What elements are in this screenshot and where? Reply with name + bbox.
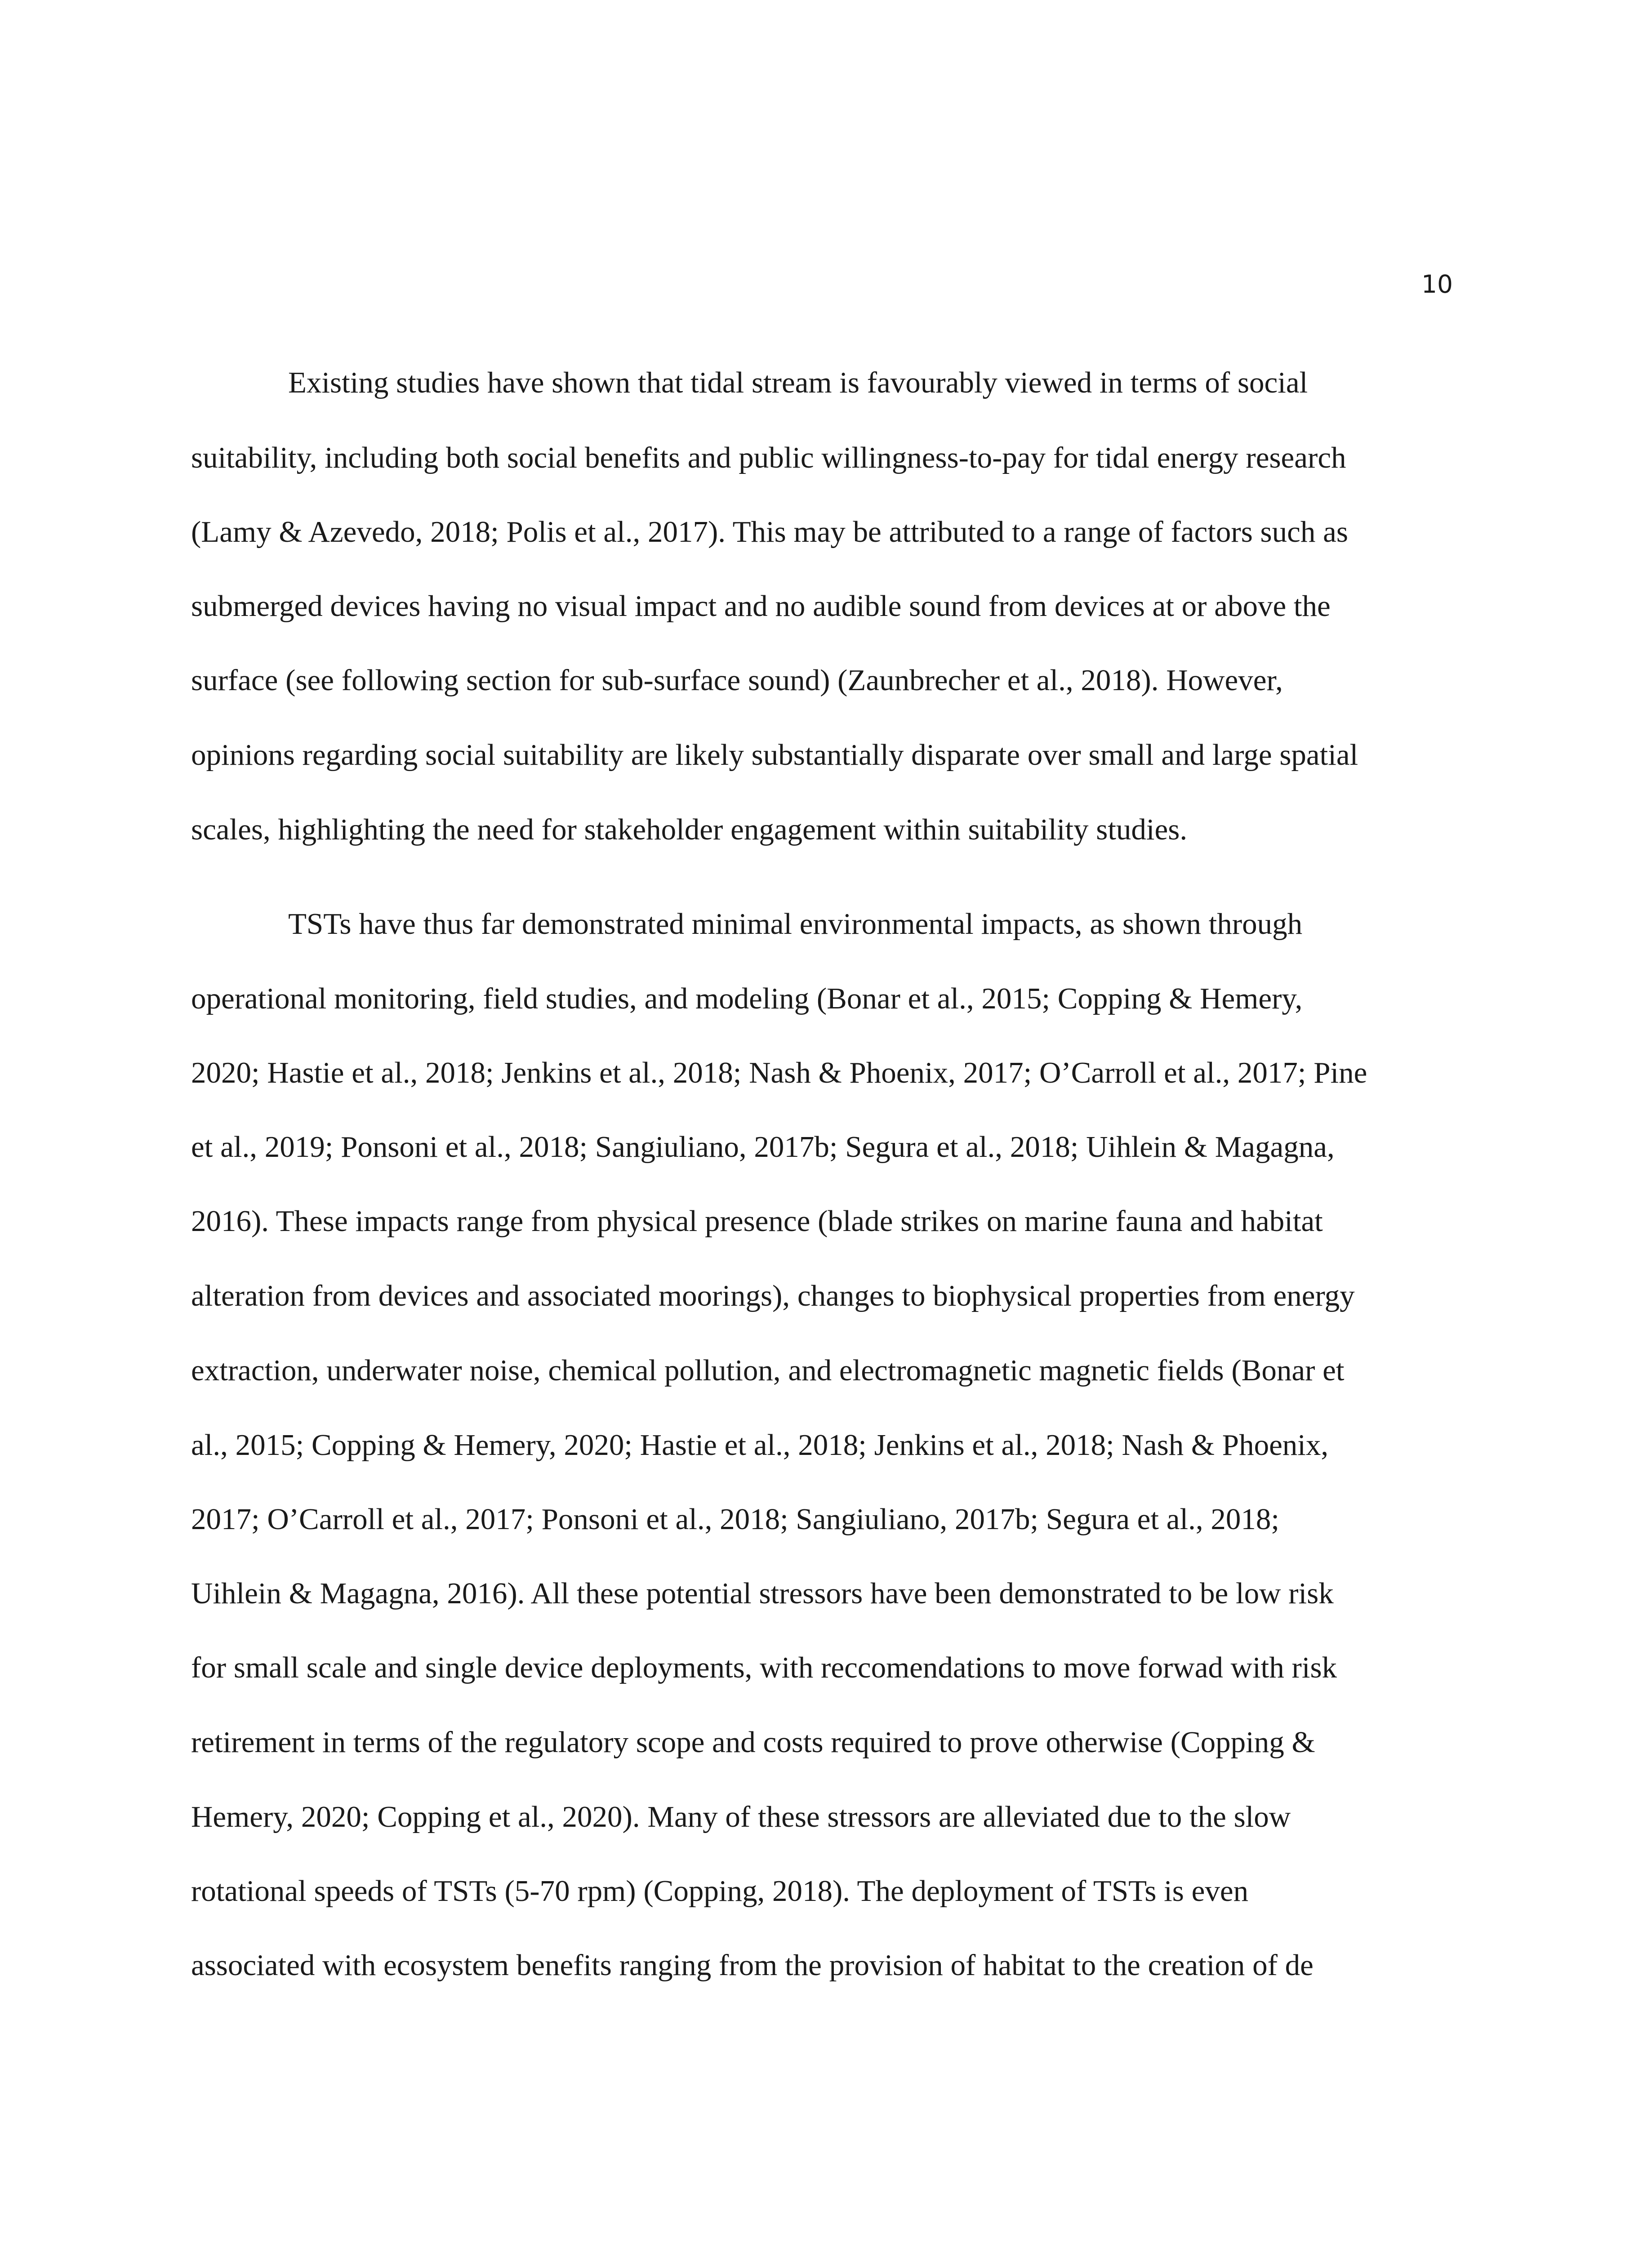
paragraph-line: opinions regarding social suitability are likely substantially disparate over small and large spatial: [191, 738, 1358, 772]
paragraph-line: 2017; O’Carroll et al., 2017; Ponsoni et al., 2018; Sangiuliano, 2017b; Segura et al., 2018;: [191, 1503, 1279, 1536]
paragraph-line: Existing studies have shown that tidal stream is favourably viewed in terms of social: [288, 366, 1308, 399]
paragraph-line: submerged devices having no visual impact and no audible sound from devices at or above the: [191, 589, 1331, 623]
paragraph-line: 2020; Hastie et al., 2018; Jenkins et al., 2018; Nash & Phoenix, 2017; O’Carroll et al., 2017; Pine: [191, 1056, 1367, 1089]
paragraph-line: extraction, underwater noise, chemical pollution, and electromagnetic magnetic fields (Bonar et: [191, 1354, 1345, 1387]
paragraph-line: (Lamy & Azevedo, 2018; Polis et al., 2017). This may be attributed to a range of factors such as: [191, 515, 1348, 549]
page-number: 10: [1421, 270, 1453, 299]
paragraph-line: Uihlein & Magagna, 2016). All these potential stressors have been demonstrated to be low risk: [191, 1577, 1334, 1610]
paragraph-line: alteration from devices and associated moorings), changes to biophysical properties from energy: [191, 1279, 1355, 1312]
paragraph-line: operational monitoring, field studies, and modeling (Bonar et al., 2015; Copping & Hemery,: [191, 982, 1303, 1015]
paragraph-line: al., 2015; Copping & Hemery, 2020; Hastie et al., 2018; Jenkins et al., 2018; Nash & Phoenix,: [191, 1428, 1329, 1462]
paragraph-line: retirement in terms of the regulatory scope and costs required to prove otherwise (Copping &: [191, 1726, 1315, 1759]
paragraph-line: for small scale and single device deployments, with reccomendations to move forwad with risk: [191, 1651, 1337, 1684]
paragraph-line: scales, highlighting the need for stakeholder engagement within suitability studies.: [191, 813, 1188, 846]
paragraph-line: et al., 2019; Ponsoni et al., 2018; Sangiuliano, 2017b; Segura et al., 2018; Uihlein & Magagna,: [191, 1130, 1335, 1164]
paragraph-line: suitability, including both social benefits and public willingness-to-pay for tidal energy research: [191, 441, 1346, 474]
paragraph-line: TSTs have thus far demonstrated minimal environmental impacts, as shown through: [288, 907, 1303, 941]
paragraph-line: rotational speeds of TSTs (5-70 rpm) (Copping, 2018). The deployment of TSTs is even: [191, 1874, 1249, 1908]
paragraph-line: associated with ecosystem benefits ranging from the provision of habitat to the creation of de: [191, 1949, 1314, 1982]
paragraph-line: Hemery, 2020; Copping et al., 2020). Many of these stressors are alleviated due to the slow: [191, 1800, 1291, 1833]
paragraph-line: 2016). These impacts range from physical presence (blade strikes on marine fauna and habitat: [191, 1204, 1323, 1238]
paragraph-line: surface (see following section for sub-surface sound) (Zaunbrecher et al., 2018). However,: [191, 664, 1283, 697]
